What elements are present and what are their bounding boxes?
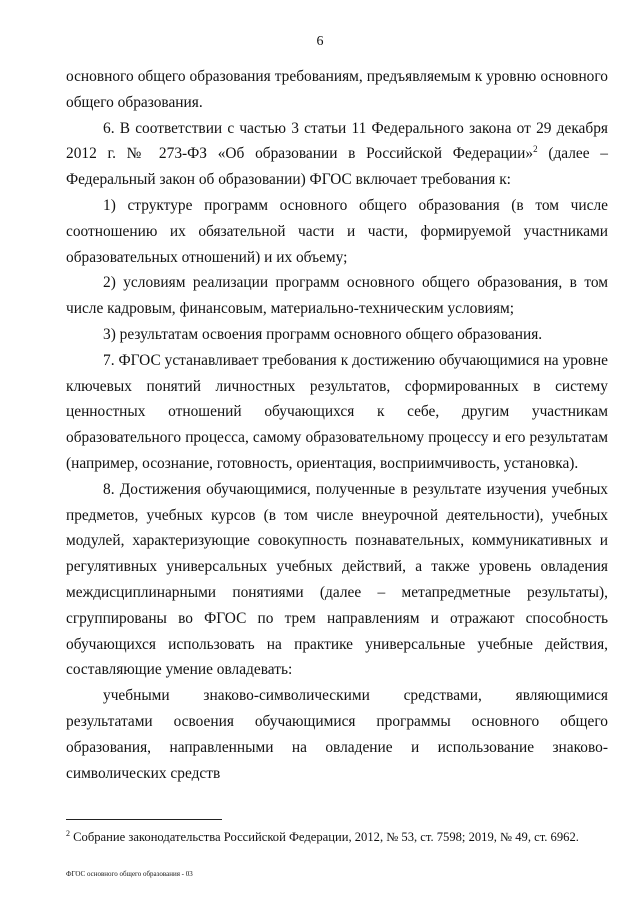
paragraph-sign-symbolic: учебными знаково-символическими средствами, являющимися результатами освоения обучающимися программы основного общего образования, направленными на овладение и использование знаково-символических средств: [66, 687, 608, 782]
paragraph-subitem-1: 1) структуре программ основного общего образования (в том числе соотношению их обязательной части и части, формируемой участниками образовательных отношений) и их объему;: [66, 196, 608, 266]
paragraph-text: 6. В соответствии с частью 3 статьи 11 Федерального закона от 29 декабря 2012 г. № 273-ФЗ «Об образовании в Российской Федерации»: [66, 119, 608, 163]
document-body: [66, 64, 608, 786]
footnote-text: Собрание законодательства Российской Федерации, 2012, № 53, ст. 7598; 2019, № 49, ст. 6962.: [70, 830, 579, 844]
paragraph-subitem-3: 3) результатам освоения программ основного общего образования.: [103, 325, 543, 343]
paragraph-continuation: основного общего образования требованиям, предъявляемым к уровню основного общего образования.: [66, 68, 608, 111]
paragraph-item-7: 7. ФГОС устанавливает требования к достижению обучающимися на уровне ключевых понятий личностных результатов, сформированных в систему ценностных отношений обучающихся к себе, другим участникам образовательного процесса, самому образовательному процессу и его результатам (например, осознание, готовность, ориентация, восприимчивость, установка).: [66, 351, 608, 472]
footnote: [66, 829, 626, 845]
page-footer: ФГОС основного общего образования - 03: [66, 870, 193, 878]
page-number: 6: [316, 34, 324, 49]
paragraph-subitem-2: 2) условиям реализации программ основного общего образования, в том числе кадровым, финансовым, материально-техническим условиям;: [66, 274, 608, 318]
paragraph-item-8: 8. Достижения обучающимися, полученные в результате изучения учебных предметов, учебных курсов (в том числе внеурочной деятельности), учебных модулей, характеризующие совокупность познавательных, коммуникативных и регулятивных универсальных учебных действий, а также уровень овладения междисциплинарными понятиями (далее – метапредметные результаты), сгруппированы во ФГОС по трем направлениям и отражают способность обучающихся использовать на практике универсальные учебные действия, составляющие умение овладевать:: [66, 480, 608, 679]
footnote-reference[interactable]: 2: [533, 144, 538, 155]
paragraph-text-continued: (далее – Федеральный закон об образовании) ФГОС включает требования к:: [66, 145, 608, 189]
footnote-number: 2: [66, 828, 70, 838]
footnote-separator: [66, 819, 222, 820]
paragraph-item-6: [66, 116, 608, 193]
